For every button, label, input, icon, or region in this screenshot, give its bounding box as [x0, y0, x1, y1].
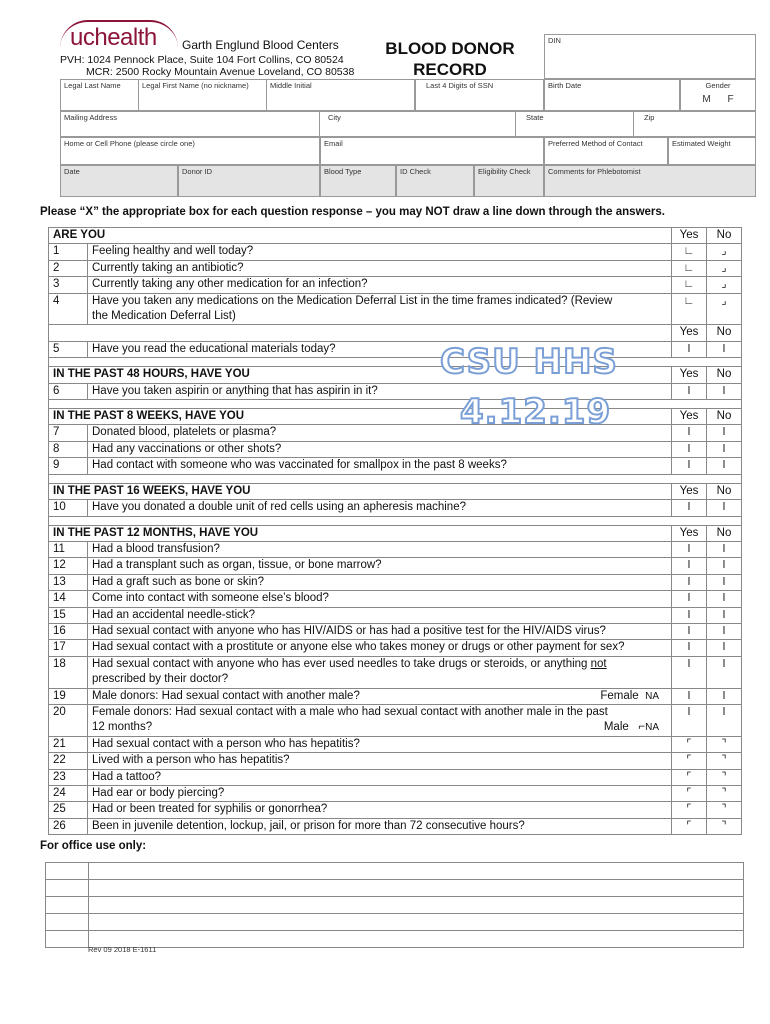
middle-initial-field[interactable] — [267, 79, 415, 111]
address-mcr: MCR: 2500 Rocky Mountain Avenue Loveland, CO 80538 — [86, 66, 355, 78]
no-checkbox[interactable]: ⌝ — [707, 736, 742, 752]
state-label: State — [526, 113, 544, 122]
first-name-field[interactable] — [139, 79, 267, 111]
preferred-contact-label: Preferred Method of Contact — [548, 139, 643, 148]
question-text: Had sexual contact with anyone who has HIV/AIDS or has had a positive test for the HIV/AIDS virus? — [88, 623, 672, 639]
question-row: 3 Currently taking any other medication for an infection? ∟ ⌟ — [49, 277, 742, 293]
yes-checkbox[interactable]: l — [672, 383, 707, 399]
yes-checkbox[interactable]: l — [672, 458, 707, 474]
section-are-you: ARE YOU — [49, 228, 672, 244]
section-header: IN THE PAST 12 MONTHS, HAVE YOU Yes No — [49, 525, 742, 541]
yes-checkbox[interactable]: ∟ — [672, 244, 707, 260]
no-checkbox[interactable]: l — [707, 558, 742, 574]
question-row: 19 Male donors: Had sexual contact with another male? Female NA l l — [49, 688, 742, 704]
blood-type-field[interactable] — [320, 165, 396, 197]
gender-f-option[interactable]: F — [727, 94, 734, 105]
no-checkbox[interactable]: l — [707, 458, 742, 474]
address-pvh: PVH: 1024 Pennock Place, Suite 104 Fort Collins, CO 80524 — [60, 54, 344, 66]
id-check-field[interactable] — [396, 165, 474, 197]
title-line1: BLOOD DONOR — [385, 39, 515, 58]
office-use-title: For office use only: — [40, 840, 147, 852]
yes-checkbox[interactable]: l — [672, 500, 707, 516]
question-row: 14 Come into contact with someone else’s blood? l l — [49, 591, 742, 607]
phone-field[interactable] — [60, 137, 320, 165]
no-checkbox[interactable]: l — [707, 591, 742, 607]
question-row: 4 Have you taken any medications on the Medication Deferral List in the time frames indicated? (Review the Medication Deferral List) ∟ ⌟ — [49, 293, 742, 325]
question-text: Had or been treated for syphilis or gonorrhea? — [88, 802, 672, 818]
gender-field[interactable] — [680, 79, 756, 111]
csu-hhs-stamp: CSU HHS — [440, 342, 618, 382]
question-text: Currently taking any other medication for an infection? — [88, 277, 672, 293]
question-text: Have you donated a double unit of red cells using an apheresis machine? — [88, 500, 672, 516]
no-checkbox[interactable]: l — [707, 441, 742, 457]
question-row: 6 Have you taken aspirin or anything that has aspirin in it? l l — [49, 383, 742, 399]
question-row: 13 Had a graft such as bone or skin? l l — [49, 574, 742, 590]
na-checkbox[interactable]: NA — [645, 690, 659, 702]
yes-checkbox[interactable]: l — [672, 640, 707, 656]
yes-checkbox[interactable]: ∟ — [672, 260, 707, 276]
comments-label: Comments for Phlebotomist — [548, 167, 641, 176]
din-field[interactable] — [544, 34, 756, 79]
no-checkbox[interactable]: l — [707, 574, 742, 590]
date-label: Date — [64, 167, 80, 176]
question-text: Have you taken aspirin or anything that has aspirin in it? — [88, 383, 672, 399]
questionnaire-table — [48, 227, 742, 835]
question-text: Currently taking an antibiotic? — [88, 260, 672, 276]
no-header: No — [707, 228, 742, 244]
no-checkbox[interactable]: l — [707, 341, 742, 357]
estimated-weight-field[interactable] — [668, 137, 756, 165]
yes-checkbox[interactable]: ⌜ — [672, 736, 707, 752]
no-checkbox[interactable]: ⌝ — [707, 818, 742, 834]
no-checkbox[interactable]: l — [707, 383, 742, 399]
question-row: 18 Had sexual contact with anyone who has ever used needles to take drugs or steroids, or anything not prescribed by their doctor? l l — [49, 656, 742, 688]
center-name: Garth Englund Blood Centers — [182, 38, 339, 52]
section-past-48-hours: IN THE PAST 48 HOURS, HAVE YOU — [49, 367, 672, 383]
yes-checkbox[interactable]: l — [672, 441, 707, 457]
question-row: 26 Been in juvenile detention, lockup, jail, or prison for more than 72 consecutive hours? ⌜ ⌝ — [49, 818, 742, 834]
question-text: Male donors: Had sexual contact with another male? Female NA — [88, 688, 672, 704]
section-past-16-weeks: IN THE PAST 16 WEEKS, HAVE YOU — [49, 483, 672, 499]
section-past-12-months: IN THE PAST 12 MONTHS, HAVE YOU — [49, 525, 672, 541]
instructions: Please “X” the appropriate box for each question response – you may NOT draw a line down through the answers. — [40, 206, 665, 218]
yes-checkbox[interactable]: l — [672, 623, 707, 639]
question-text: Female donors: Had sexual contact with a male who had sexual contact with another male in the past 12 months? Male ⌐NA — [88, 704, 672, 736]
yes-checkbox[interactable]: l — [672, 591, 707, 607]
question-row: 16 Had sexual contact with anyone who has HIV/AIDS or has had a positive test for the HIV/AIDS virus? l l — [49, 623, 742, 639]
yes-checkbox[interactable]: ⌜ — [672, 802, 707, 818]
no-checkbox[interactable]: l — [707, 500, 742, 516]
no-checkbox[interactable]: l — [707, 656, 742, 688]
yn-header-row: Yes No — [49, 325, 742, 341]
question-text: Had sexual contact with a person who has hepatitis? — [88, 736, 672, 752]
blood-type-label: Blood Type — [324, 167, 362, 176]
question-text: Had sexual contact with a prostitute or anyone else who takes money or drugs or other payment for sex? — [88, 640, 672, 656]
no-checkbox[interactable]: ⌝ — [707, 802, 742, 818]
no-checkbox[interactable]: l — [707, 640, 742, 656]
city-label: City — [328, 113, 341, 122]
last-name-label: Legal Last Name — [64, 81, 121, 90]
question-text: Had an accidental needle-stick? — [88, 607, 672, 623]
office-use-table — [45, 862, 744, 948]
question-text: Had any vaccinations or other shots? — [88, 441, 672, 457]
no-checkbox[interactable]: ⌝ — [707, 769, 742, 785]
yes-checkbox[interactable]: l — [672, 607, 707, 623]
question-text: Had a tattoo? — [88, 769, 672, 785]
no-checkbox[interactable]: l — [707, 541, 742, 557]
question-row: 7 Donated blood, platelets or plasma? l l — [49, 425, 742, 441]
gender-m-option[interactable]: M — [702, 94, 711, 105]
question-row: 23 Had a tattoo? ⌜ ⌝ — [49, 769, 742, 785]
question-row: 22 Lived with a person who has hepatitis? ⌜ ⌝ — [49, 753, 742, 769]
question-text: Been in juvenile detention, lockup, jail, or prison for more than 72 consecutive hours? — [88, 818, 672, 834]
no-checkbox[interactable]: l — [707, 688, 742, 704]
question-text: Had a graft such as bone or skin? — [88, 574, 672, 590]
gender-label: Gender — [705, 81, 731, 90]
birth-date-field[interactable] — [544, 79, 680, 111]
question-row: 11 Had a blood transfusion? l l — [49, 541, 742, 557]
mailing-address-label: Mailing Address — [64, 113, 117, 122]
date-field[interactable] — [60, 165, 178, 197]
yes-checkbox[interactable]: ⌜ — [672, 786, 707, 802]
yes-header: Yes — [672, 228, 707, 244]
question-text: Had a transplant such as organ, tissue, or bone marrow? — [88, 558, 672, 574]
eligibility-check-field[interactable] — [474, 165, 544, 197]
yes-checkbox[interactable]: l — [672, 341, 707, 357]
question-text: Had contact with someone who was vaccinated for smallpox in the past 8 weeks? — [88, 458, 672, 474]
email-field[interactable] — [320, 137, 544, 165]
yes-checkbox[interactable]: l — [672, 574, 707, 590]
last-name-field[interactable] — [60, 79, 139, 111]
question-text: Have you read the educational materials today? — [88, 341, 672, 357]
donor-id-field[interactable] — [178, 165, 320, 197]
phone-label: Home or Cell Phone (please circle one) — [64, 139, 195, 148]
donor-id-label: Donor ID — [182, 167, 213, 176]
yes-checkbox[interactable]: l — [672, 425, 707, 441]
question-row: 9 Had contact with someone who was vaccinated for smallpox in the past 8 weeks? l l — [49, 458, 742, 474]
stamp-date: 4.12.19 — [460, 392, 612, 432]
question-row: 8 Had any vaccinations or other shots? l l — [49, 441, 742, 457]
na-checkbox[interactable]: NA — [645, 722, 659, 734]
yes-checkbox[interactable]: ⌜ — [672, 753, 707, 769]
question-row: 24 Had ear or body piercing? ⌜ ⌝ — [49, 786, 742, 802]
question-text: Had ear or body piercing? — [88, 786, 672, 802]
din-label: DIN — [548, 36, 561, 45]
question-row: 12 Had a transplant such as organ, tissue, or bone marrow? l l — [49, 558, 742, 574]
question-text: Have you taken any medications on the Medication Deferral List in the time frames indicated? (Review the Medication Deferral List) — [88, 293, 672, 325]
first-name-label: Legal First Name (no nickname) — [142, 81, 249, 90]
birth-date-label: Birth Date — [548, 81, 582, 90]
question-row: 21 Had sexual contact with a person who has hepatitis? ⌜ ⌝ — [49, 736, 742, 752]
question-text: Feeling healthy and well today? — [88, 244, 672, 260]
question-row: 17 Had sexual contact with a prostitute or anyone else who takes money or drugs or other payment for sex? l l — [49, 640, 742, 656]
question-text: Had a blood transfusion? — [88, 541, 672, 557]
no-checkbox[interactable]: l — [707, 607, 742, 623]
question-row: 20 Female donors: Had sexual contact with a male who had sexual contact with another male in the past 12 months? Male ⌐NA l l — [49, 704, 742, 736]
no-checkbox[interactable]: l — [707, 425, 742, 441]
zip-label: Zip — [644, 113, 655, 122]
middle-initial-label: Middle Initial — [270, 81, 312, 90]
no-checkbox[interactable]: l — [707, 623, 742, 639]
question-row: 10 Have you donated a double unit of red cells using an apheresis machine? l l — [49, 500, 742, 516]
question-row: 5 Have you read the educational materials today? l l — [49, 341, 742, 357]
yes-checkbox[interactable]: l — [672, 656, 707, 688]
no-checkbox[interactable]: ⌟ — [707, 277, 742, 293]
city-field[interactable] — [320, 111, 516, 137]
zip-field[interactable] — [634, 111, 756, 137]
no-checkbox[interactable]: ⌟ — [707, 260, 742, 276]
ssn-label: Last 4 Digits of SSN — [426, 81, 494, 90]
section-header: IN THE PAST 8 WEEKS, HAVE YOU Yes No — [49, 409, 742, 425]
yes-checkbox[interactable]: ∟ — [672, 277, 707, 293]
no-checkbox[interactable]: ⌝ — [707, 753, 742, 769]
question-row: 2 Currently taking an antibiotic? ∟ ⌟ — [49, 260, 742, 276]
no-checkbox[interactable]: ⌟ — [707, 244, 742, 260]
question-text: Had sexual contact with anyone who has ever used needles to take drugs or steroids, or anything not prescribed by their doctor? — [88, 656, 672, 688]
ssn-field[interactable] — [415, 79, 544, 111]
section-past-8-weeks: IN THE PAST 8 WEEKS, HAVE YOU — [49, 409, 672, 425]
uchealth-logo: uchealth — [70, 24, 157, 51]
title-line2: RECORD — [413, 60, 487, 79]
state-field[interactable] — [516, 111, 634, 137]
preferred-contact-field[interactable] — [544, 137, 668, 165]
id-check-label: ID Check — [400, 167, 431, 176]
yes-checkbox[interactable]: ∟ — [672, 293, 707, 325]
question-text: Come into contact with someone else’s blood? — [88, 591, 672, 607]
revision-label: Rev 09 2018 E-1611 — [88, 945, 157, 954]
no-checkbox[interactable]: ⌟ — [707, 293, 742, 325]
question-row: 15 Had an accidental needle-stick? l l — [49, 607, 742, 623]
comments-field[interactable] — [544, 165, 756, 197]
no-checkbox[interactable]: ⌝ — [707, 786, 742, 802]
section-header — [49, 228, 742, 244]
yes-checkbox[interactable]: l — [672, 558, 707, 574]
question-text: Lived with a person who has hepatitis? — [88, 753, 672, 769]
yes-checkbox[interactable]: ⌜ — [672, 818, 707, 834]
email-label: Email — [324, 139, 343, 148]
question-row: 25 Had or been treated for syphilis or gonorrhea? ⌜ ⌝ — [49, 802, 742, 818]
yes-checkbox[interactable]: ⌜ — [672, 769, 707, 785]
section-header: IN THE PAST 16 WEEKS, HAVE YOU Yes No — [49, 483, 742, 499]
donor-info-grid — [60, 34, 756, 197]
no-checkbox[interactable]: l — [707, 704, 742, 736]
estimated-weight-label: Estimated Weight — [672, 139, 731, 148]
yes-checkbox[interactable]: l — [672, 704, 707, 736]
question-row: 1 Feeling healthy and well today? ∟ ⌟ — [49, 244, 742, 260]
eligibility-check-label: Eligibility Check — [478, 167, 531, 176]
mailing-address-field[interactable] — [60, 111, 320, 137]
section-header: IN THE PAST 48 HOURS, HAVE YOU Yes No — [49, 367, 742, 383]
question-text: Donated blood, platelets or plasma? — [88, 425, 672, 441]
yes-checkbox[interactable]: l — [672, 541, 707, 557]
yes-checkbox[interactable]: l — [672, 688, 707, 704]
